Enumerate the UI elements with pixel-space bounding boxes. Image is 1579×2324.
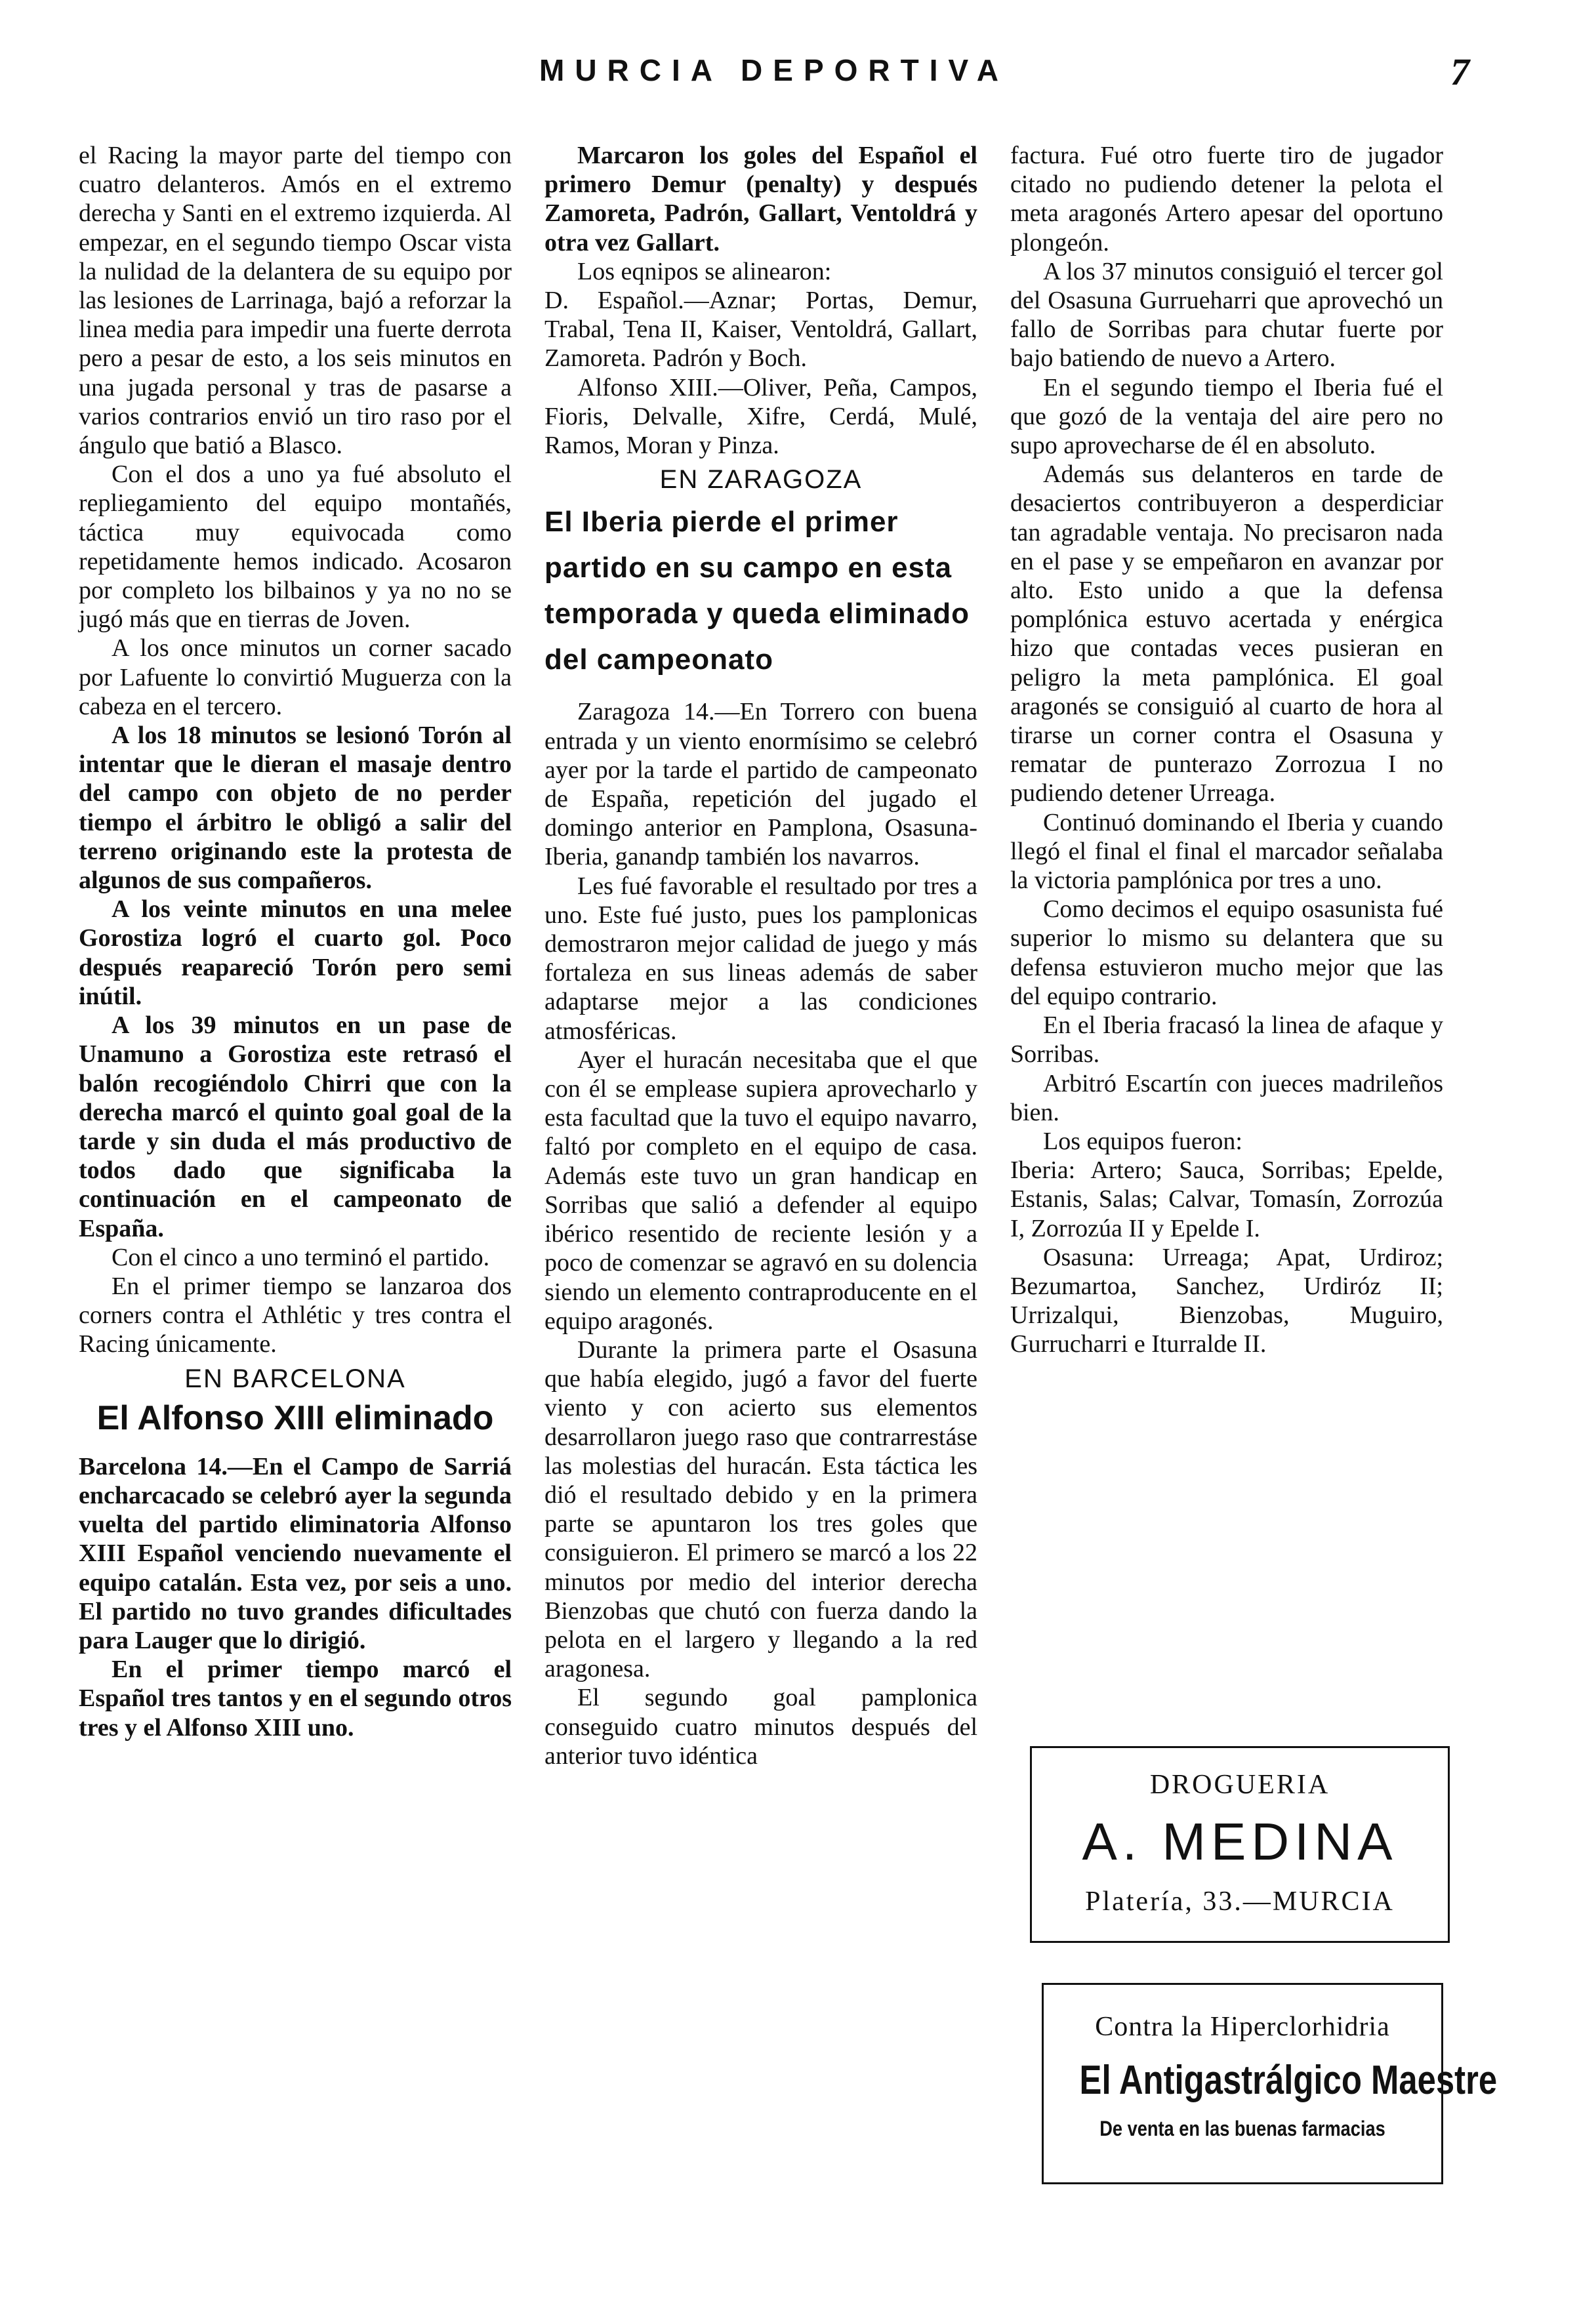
paragraph: El segundo goal pamplonica conseguido cuatro minutos después del anterior tuvo idéntica (544, 1684, 977, 1770)
headline-iberia: El Iberia pierde el primer partido en su campo en esta temporada y queda eliminado del campeonato (544, 506, 970, 676)
paragraph: A los 39 minutos en un pase de Unamuno a Gorostiza este retrasó el balón recogiéndolo Chirri que con la derecha marcó el quinto goal goal de la tarde y sin duda el más productivo de todos dado que significaba la continuación en el campeonato de España. (79, 1011, 512, 1242)
paragraph: A los 37 minutos consiguió el tercer gol del Osasuna Gurrueharri que aprovechó un fallo de Sorribas para chutar fuerte por bajo batiendo de nuevo a Artero. (1010, 257, 1443, 373)
paragraph: En el primer tiempo marcó el Español tres tantos y en el segundo otros tres y el Alfonso XIII uno. (79, 1656, 512, 1742)
paragraph: el Racing la mayor parte del tiempo con cuatro delanteros. Amós en el extremo derecha y Santi en el extremo izquierda. Al empezar, en el segundo tiempo Oscar vista la nulidad de la delantera de su equipo por las lesiones de Larrinaga, bajó a reforzar la linea media para impedir una fuerte derrota pero a pesar de esto, a los seis minutos en una jugada personal y tras de pasarse a varios contrarios envió un tiro raso por el ángulo que batió a Blasco. (79, 142, 512, 460)
paragraph: A los veinte minutos en una melee Gorostiza logró el cuarto gol. Poco después reapareció Torón pero semi inútil. (79, 895, 512, 1010)
advertisement-antigastralgico (1042, 1983, 1498, 2184)
page-header (79, 46, 1469, 98)
paragraph: Zaragoza 14.—En Torrero con buena entrada y un viento enormísimo se celebró ayer por la tarde el partido de campeonato de España, repetición del jugado el domingo anterior en Pamplona, Osasuna-Iberia, ganandp también los navarros. (544, 698, 977, 871)
paragraph: A los 18 minutos se lesionó Torón al intentar que le dieran el masaje dentro del campo con objeto de no perder tiempo el árbitro le obligó a salir del terreno originando este la protesta de algunos de sus compañeros. (79, 722, 512, 895)
paragraph: En el segundo tiempo el Iberia fué el que gozó de la ventaja del aire pero no supo aprovecharse de él en absoluto. (1010, 373, 1443, 460)
ad-antigastralgico-tagline: Contra la Hiperclorhidria (1095, 2012, 1390, 2042)
paragraph: D. Español.—Aznar; Portas, Demur, Trabal, Tena II, Kaiser, Ventoldrá, Gallart, Zamoreta. Padrón y Boch. (544, 287, 977, 373)
paragraph: En el Iberia fracasó la linea de afaque y Sorribas. (1010, 1011, 1443, 1069)
paragraph: Ayer el huracán necesitaba que el que con él se emplease supiera aprovecharlo y esta facultad que la tuvo el equipo navarro, faltó por completo en el equipo de casa. Además este tuvo un gran handicap en Sorribas que salió a defender al equipo ibérico resentido de reciente lesión y a poco de comenzar se agravó en su dolencia siendo un elemento contraproducente en el equipo aragonés. (544, 1046, 977, 1335)
paragraph: Marcaron los goles del Español el primero Demur (penalty) y después Zamoreta, Padrón, Gallart, Ventoldrá y otra vez Gallart. (544, 142, 977, 256)
paragraph: Con el dos a uno ya fué absoluto el repliegamiento del equipo montañés, táctica muy equivocada como repetidamente hemos indicado. Acosaron por completo los bilbainos y ya no no se jugó más que en tierras de Joven. (79, 460, 512, 634)
column-1 (79, 141, 512, 1742)
paragraph: Con el cinco a uno terminó el partido. (112, 1243, 490, 1271)
paragraph: A los once minutos un corner sacado por Lafuente lo convirtió Muguerza con la cabeza en el tercero. (79, 634, 512, 720)
paragraph: Barcelona 14.—En el Campo de Sarriá encharcacado se celebró ayer la segunda vuelta del partido eliminatoria Alfonso XIII Español venciendo nuevamente el equipo catalán. Esta vez, por seis a uno. El partido no tuvo grandes dificultades para Lauger que lo dirigió. (79, 1452, 512, 1654)
section-heading-zaragoza: EN ZARAGOZA (659, 465, 863, 495)
paragraph: Iberia: Artero; Sauca, Sorribas; Epelde, Estanis, Salas; Calvar, Tomasín, Zorrozúa I, Zorrozúa II y Epelde I. (1010, 1156, 1443, 1242)
ad-drogueria-title: DROGUERIA (1149, 1770, 1330, 1800)
paragraph: Osasuna: Urreaga; Apat, Urdiroz; Bezumartoa, Sanchez, Urdiróz II; Urrizalqui, Bienzobas, Muguiro, Gurrucharri e Iturralde II. (1010, 1243, 1443, 1358)
paragraph: Además sus delanteros en tarde de desaciertos contribuyeron a desperdiciar tan agradable ventaja. No precisaron nada en el pase y se empeñaron en avanzar por alto. Esto unido a que la defensa pomplónica estuvo acertada y enérgica hizo que contadas veces pusieran en peligro la meta pamplónica. El goal aragonés se consiguió al cuarto de hora al tirarse un corner contra el Osasuna y rematar de punterazo Zorrozua I no pudiendo detener Urreaga. (1010, 460, 1443, 807)
paragraph: Alfonso XIII.—Oliver, Peña, Campos, Fioris, Delvalle, Xifre, Cerdá, Mulé, Ramos, Moran y Pinza. (544, 373, 977, 460)
paragraph: En el primer tiempo se lanzaroa dos corners contra el Athlétic y tres contra el Racing únicamente. (79, 1272, 512, 1358)
headline-alfonso: El Alfonso XIII eliminado (96, 1398, 494, 1437)
column-3 (1010, 141, 1443, 1359)
advertisement-drogueria (1030, 1746, 1450, 1943)
paragraph: Arbitró Escartín con jueces madrileños bien. (1010, 1069, 1443, 1126)
paragraph: Durante la primera parte el Osasuna que había elegido, jugó a favor del fuerte viento y con acierto sus elementos desarrollaron juego raso que contrarrestáse las molestias del huracán. Esta táctica les dió el resultado debido y en la primera parte se apuntaron los tres goles que consiguieron. El primero se marcó a los 22 minutos por medio del interior derecha Bienzobas que chutó con fuerza dando la pelota en el largero y llegando a la red aragonesa. (544, 1335, 977, 1683)
paragraph: Los eqnipos se alinearon: (577, 257, 832, 285)
ad-drogueria-name: A. MEDINA (1082, 1812, 1398, 1871)
page-number: 7 (1450, 51, 1469, 93)
paragraph: Los equipos fueron: (1043, 1127, 1242, 1155)
paragraph: Les fué favorable el resultado por tres a uno. Este fué justo, pues los pamplonicas demostraron mejor calidad de juego y más fortaleza en sus lineas además de saber adaptarse mejor a las condiciones atmosféricas. (544, 872, 977, 1045)
section-heading-barcelona: EN BARCELONA (184, 1364, 406, 1393)
masthead: MURCIA DEPORTIVA (539, 53, 1009, 87)
paragraph: Continuó dominando el Iberia y cuando llegó el final el final el marcador señalaba la victoria pamplónica por tres a uno. (1010, 808, 1443, 895)
paragraph: factura. Fué otro fuerte tiro de jugador citado no pudiendo detener la pelota el meta aragonés Artero apesar del oportuno plongeón. (1010, 142, 1443, 256)
column-2 (544, 141, 977, 1770)
ad-drogueria-address: Platería, 33.—MURCIA (1085, 1886, 1395, 1917)
ad-antigastralgico-note: De venta en las buenas farmacias (1099, 2117, 1385, 2140)
ad-antigastralgico-name: El Antigastrálgico Maestre (1079, 2058, 1498, 2103)
paragraph: Como decimos el equipo osasunista fué superior lo mismo su delantera que su defensa estuvieron mucho mejor que las del equipo contrario. (1010, 895, 1443, 1010)
